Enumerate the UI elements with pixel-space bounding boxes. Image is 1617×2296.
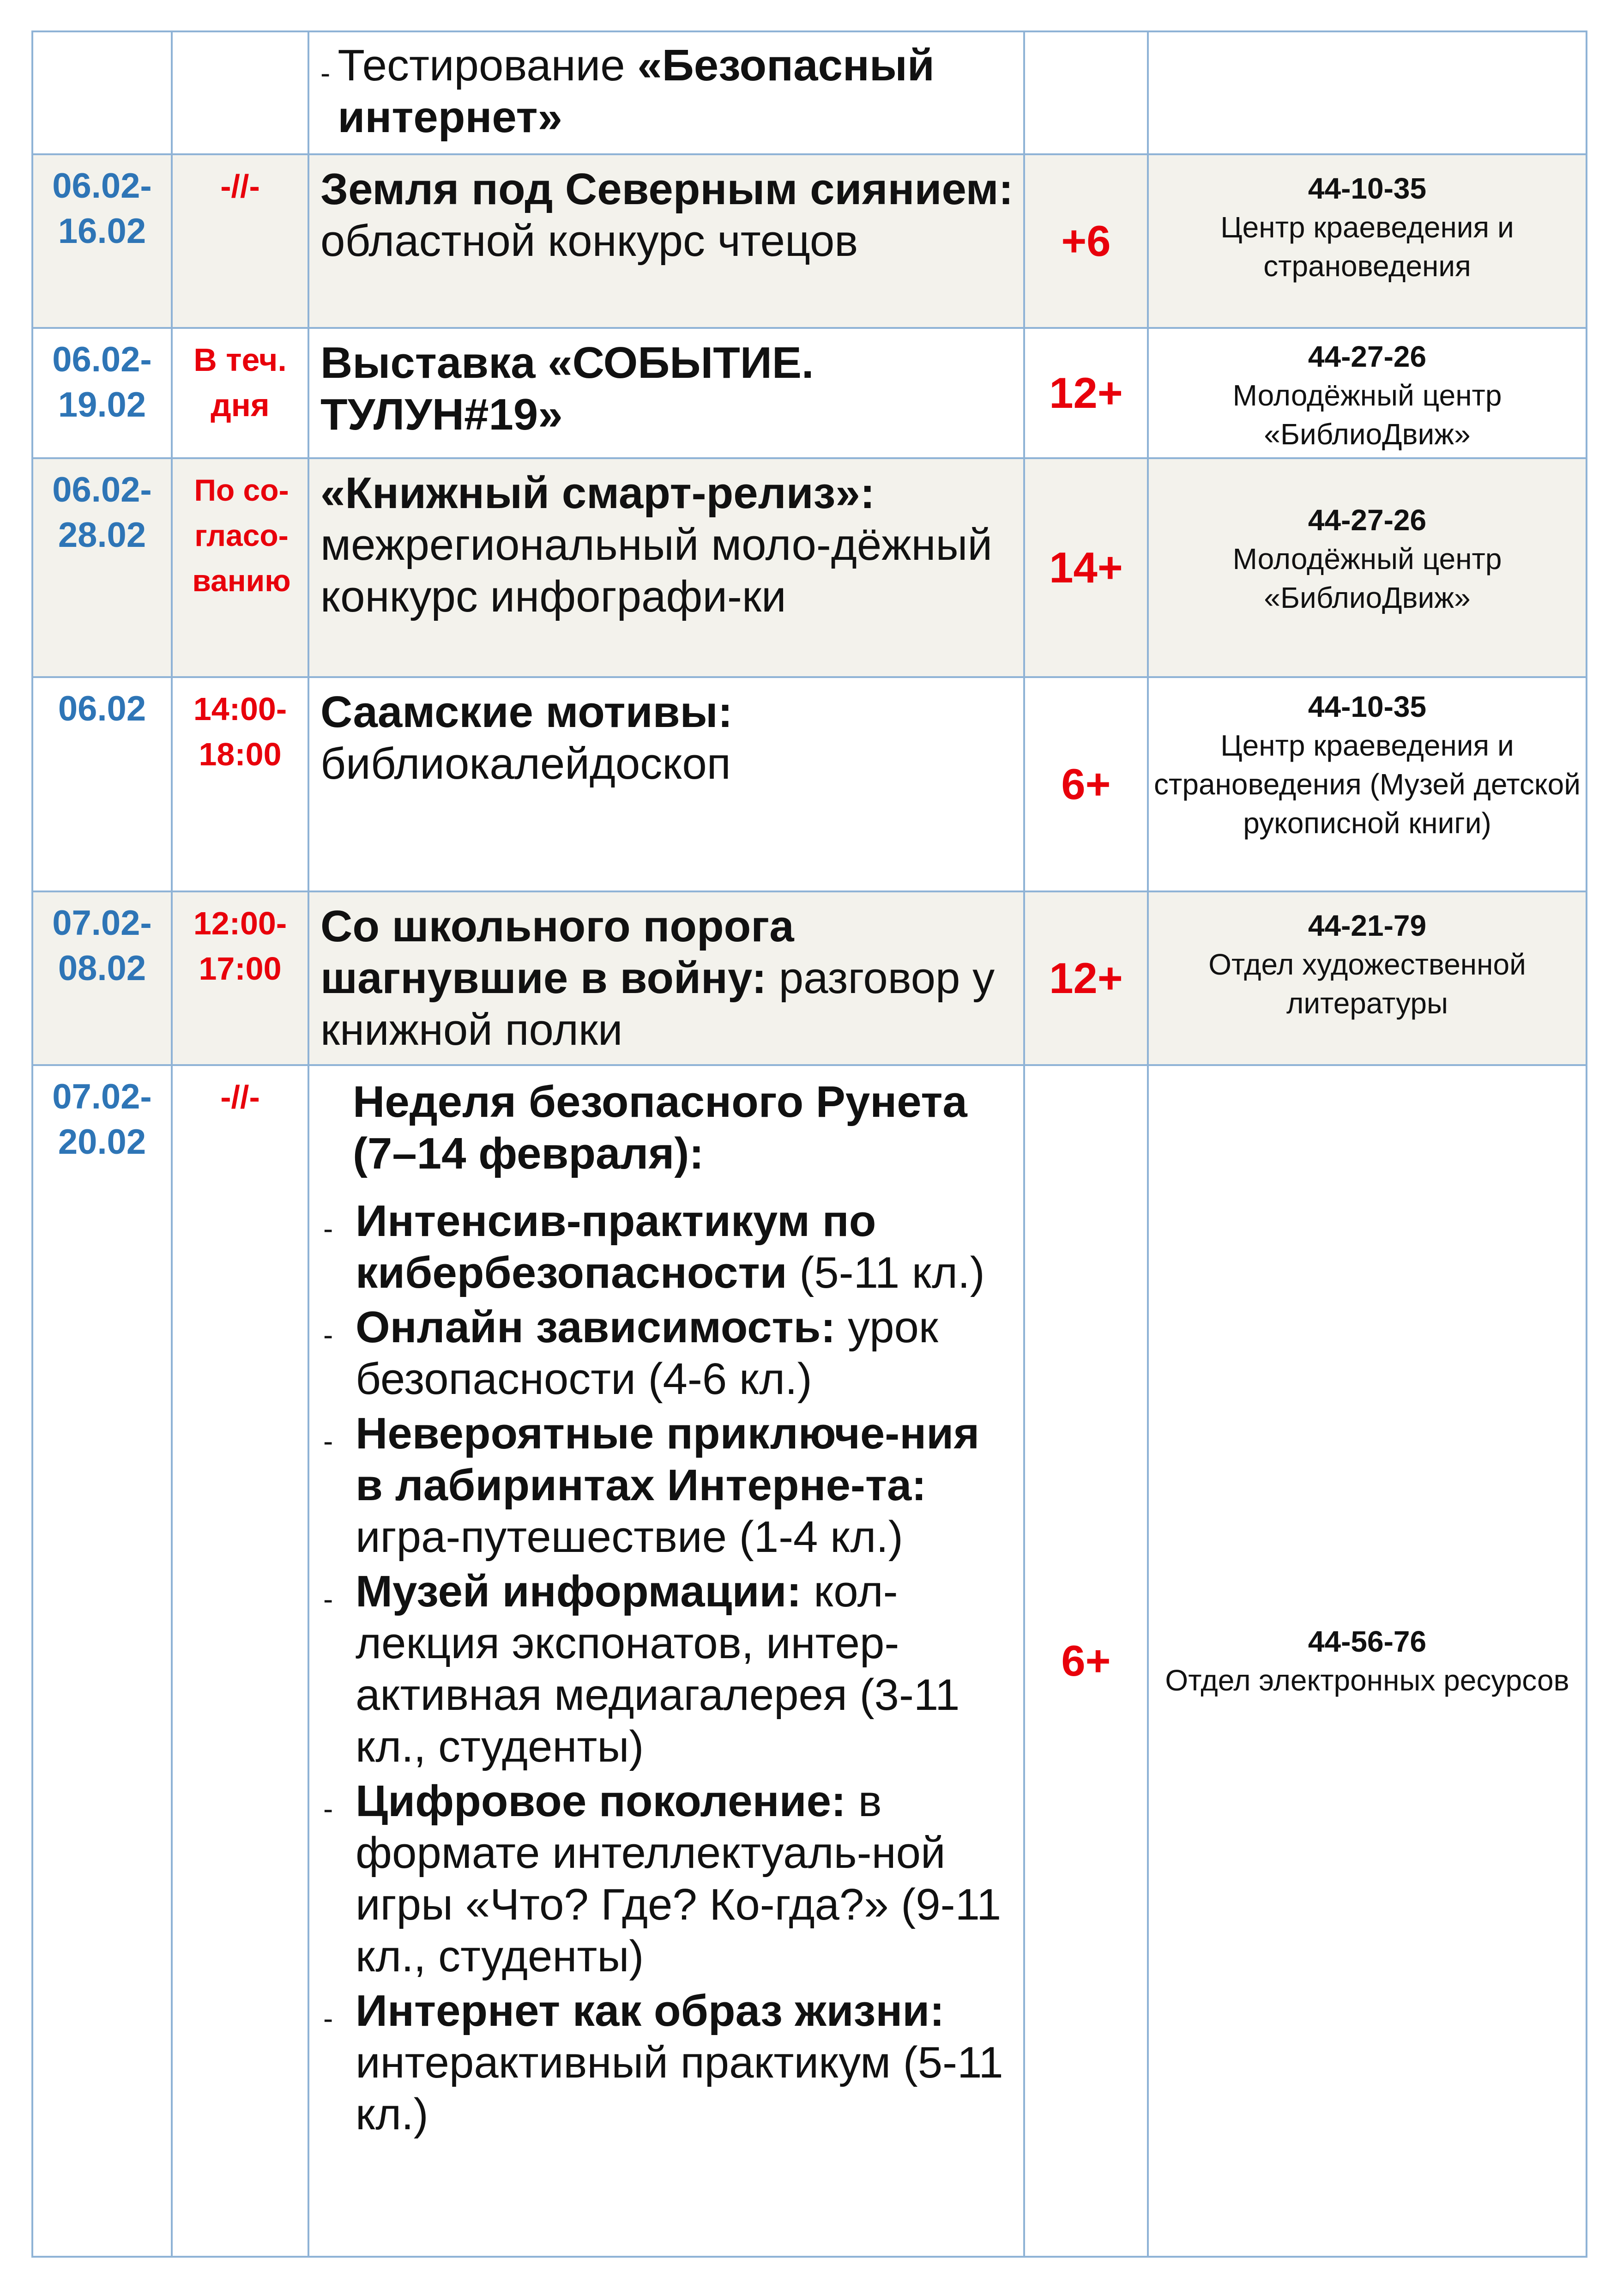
event-heading: Неделя безопасного Рунета (7–14 февраля): bbox=[353, 1077, 967, 1178]
time-cell: По со-гласо-ванию bbox=[172, 458, 308, 677]
contact-cell bbox=[1148, 891, 1587, 1065]
list-item bbox=[320, 1195, 1014, 1299]
age-rating: +6 bbox=[1024, 154, 1148, 328]
time-cell: В теч. дня bbox=[172, 328, 308, 458]
events-table bbox=[31, 30, 1587, 2258]
event-title: Земля под Северным сиянием: bbox=[320, 164, 1014, 214]
event-title: Саамские мотивы: bbox=[320, 687, 733, 737]
contact-phone: 44-56-76 bbox=[1308, 1625, 1427, 1658]
event-description: межрегиональный моло-дёжный конкурс инфографи-ки bbox=[320, 520, 993, 621]
activity-list bbox=[320, 1195, 1014, 2140]
event-cell bbox=[308, 1065, 1024, 2257]
list-item-description: урок безопасности (4-6 кл.) bbox=[356, 1302, 938, 1404]
list-item-text bbox=[356, 1302, 1014, 1405]
list-item-title: Невероятные приключе-ния в лабиринтах Интерне-та: bbox=[356, 1409, 980, 1510]
date-cell bbox=[32, 31, 172, 154]
list-item-text bbox=[356, 1195, 1014, 1299]
bullet-dash: - bbox=[323, 1424, 333, 1458]
time-cell: 14:00-18:00 bbox=[172, 677, 308, 891]
event-description: областной конкурс чтецов bbox=[320, 216, 858, 266]
list-item-title: Интернет как образ жизни: bbox=[356, 1986, 945, 2036]
list-item-title: Интенсив-практикум по кибербезопасности bbox=[356, 1196, 876, 1297]
event-title: «Безопасный интернет» bbox=[338, 41, 935, 142]
event-cell bbox=[308, 458, 1024, 677]
bullet-dash: - bbox=[323, 1582, 333, 1616]
contact-place: Центр краеведения и страноведения bbox=[1220, 211, 1514, 283]
event-cell bbox=[308, 677, 1024, 891]
age-rating bbox=[1024, 31, 1148, 154]
event-cell bbox=[308, 328, 1024, 458]
contact-place: Молодёжный центр «БиблиоДвиж» bbox=[1232, 542, 1502, 614]
list-item-text bbox=[356, 1566, 1014, 1773]
contact-place: Молодёжный центр «БиблиоДвиж» bbox=[1232, 379, 1502, 451]
contact-place: Отдел художественной литературы bbox=[1208, 948, 1526, 1020]
table-row bbox=[32, 31, 1587, 154]
time-cell bbox=[172, 31, 308, 154]
date-cell: 06.02-16.02 bbox=[32, 154, 172, 328]
contact-cell bbox=[1148, 328, 1587, 458]
event-description: библиокалейдоскоп bbox=[320, 739, 731, 788]
contact-phone: 44-21-79 bbox=[1308, 909, 1427, 942]
list-item bbox=[320, 1408, 1014, 1563]
date-cell: 06.02-19.02 bbox=[32, 328, 172, 458]
list-item-description: в формате интеллектуаль-ной игры «Что? Где? Ко-гда?» (9-11 кл., студенты) bbox=[356, 1776, 1002, 1981]
contact-place: Отдел электронных ресурсов bbox=[1165, 1664, 1569, 1697]
list-item-title: Цифровое поколение: bbox=[356, 1776, 846, 1826]
time-cell: 12:00-17:00 bbox=[172, 891, 308, 1065]
table-row bbox=[32, 891, 1587, 1065]
age-rating: 12+ bbox=[1024, 891, 1148, 1065]
contact-cell bbox=[1148, 677, 1587, 891]
list-item-text bbox=[356, 1775, 1014, 1982]
list-item bbox=[320, 1566, 1014, 1773]
list-item bbox=[320, 1302, 1014, 1405]
date-cell: 06.02 bbox=[32, 677, 172, 891]
age-rating: 12+ bbox=[1024, 328, 1148, 458]
bullet-dash: - bbox=[323, 1212, 333, 1245]
event-title: Со школьного порога шагнувшие в войну: bbox=[320, 902, 794, 1003]
age-rating: 6+ bbox=[1024, 677, 1148, 891]
date-cell: 06.02-28.02 bbox=[32, 458, 172, 677]
contact-phone: 44-27-26 bbox=[1308, 340, 1427, 373]
list-item-description: игра-путешествие (1-4 кл.) bbox=[356, 1512, 903, 1562]
bullet-dash: - bbox=[323, 2002, 333, 2035]
contact-phone: 44-10-35 bbox=[1308, 172, 1427, 205]
age-rating: 14+ bbox=[1024, 458, 1148, 677]
event-cell bbox=[308, 154, 1024, 328]
table-row bbox=[32, 677, 1587, 891]
contact-place: Центр краеведения и страноведения (Музей детской рукописной книги) bbox=[1154, 729, 1581, 840]
contact-cell bbox=[1148, 1065, 1587, 2257]
list-item bbox=[320, 1985, 1014, 2140]
age-rating: 6+ bbox=[1024, 1065, 1148, 2257]
contact-cell bbox=[1148, 31, 1587, 154]
bullet-dash: - bbox=[323, 1318, 333, 1351]
list-item-text bbox=[356, 1408, 1014, 1563]
event-title: «Книжный смарт-релиз»: bbox=[320, 468, 875, 518]
bullet-dash: - bbox=[320, 56, 331, 90]
event-cell bbox=[308, 891, 1024, 1065]
table-row bbox=[32, 328, 1587, 458]
contact-cell bbox=[1148, 154, 1587, 328]
list-item bbox=[320, 1775, 1014, 1982]
time-cell: -//- bbox=[172, 154, 308, 328]
date-cell: 07.02-08.02 bbox=[32, 891, 172, 1065]
event-title: Выставка «СОБЫТИЕ. ТУЛУН#19» bbox=[320, 338, 814, 439]
list-item-description: интерактивный практикум (5-11 кл.) bbox=[356, 2038, 1003, 2139]
time-cell: -//- bbox=[172, 1065, 308, 2257]
contact-phone: 44-10-35 bbox=[1308, 690, 1427, 723]
event-text: Тестирование bbox=[338, 41, 638, 90]
list-item-description: (5-11 кл.) bbox=[787, 1248, 985, 1297]
event-cell bbox=[308, 31, 1024, 154]
bullet-dash: - bbox=[323, 1792, 333, 1825]
list-item-text bbox=[356, 1985, 1014, 2140]
date-cell: 07.02-20.02 bbox=[32, 1065, 172, 2257]
contact-phone: 44-27-26 bbox=[1308, 503, 1427, 537]
contact-cell bbox=[1148, 458, 1587, 677]
table-row bbox=[32, 1065, 1587, 2257]
table-row bbox=[32, 458, 1587, 677]
list-item-title: Музей информации: bbox=[356, 1567, 802, 1616]
event-description: разговор у книжной полки bbox=[320, 953, 995, 1054]
list-item-title: Онлайн зависимость: bbox=[356, 1302, 836, 1352]
table-row bbox=[32, 154, 1587, 328]
list-item-description: кол-лекция экспонатов, интер-активная медиагалерея (3-11 кл., студенты) bbox=[356, 1567, 960, 1771]
